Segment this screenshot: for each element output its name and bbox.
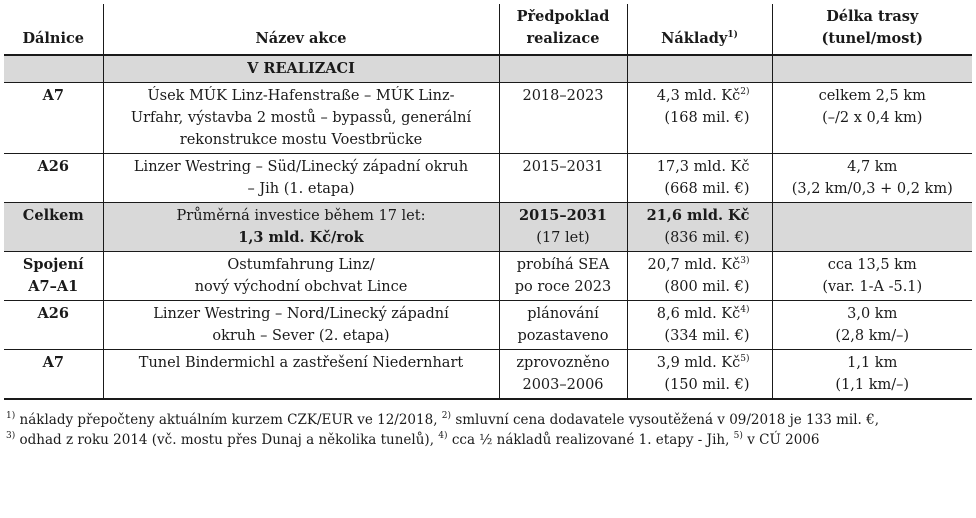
header-period: Předpoklad realizace — [499, 4, 627, 55]
header-cost: Náklady$^{1)}$ — [627, 4, 772, 55]
road-cell: A26 — [37, 305, 69, 322]
name-cell: Linzer Westring – Süd/Linecký západní okruh – Jih (1. etapa) — [103, 154, 499, 203]
period-cell: probíhá SEA po roce 2023 — [499, 252, 627, 301]
period-cell: zprovozněno 2003–2006 — [499, 350, 627, 400]
road-cell: Spojení A7–A1 — [22, 256, 84, 295]
table-row — [4, 252, 972, 301]
header-name: Název akce — [103, 4, 499, 55]
footnotes — [4, 410, 972, 450]
table-row — [4, 350, 972, 400]
section-row — [4, 55, 972, 83]
length-cell: cca 13,5 km (var. 1-A -5.1) — [772, 252, 972, 301]
total-row — [4, 203, 972, 252]
table-row — [4, 83, 972, 154]
period-cell: plánování pozastaveno — [499, 301, 627, 350]
length-cell: 4,7 km (3,2 km/0,3 + 0,2 km) — [772, 154, 972, 203]
period-cell: 2015–2031 — [499, 154, 627, 203]
section-label: V REALIZACI — [103, 55, 499, 83]
name-cell: Úsek MÚK Linz-Hafenstraße – MÚK Linz- Urfahr, výstavba 2 mostů – bypassů, generální rekonstrukce mostu Voestbrücke — [103, 83, 499, 154]
footnote-line: $^{1)}$ náklady přepočteny aktuálním kurzem CZK/EUR ve 12/2018, $^{2)}$ smluvní cena dodavatele vysoutěžená v 09/2018 je 133 mil. €, — [6, 411, 879, 428]
header-length: Délka trasy (tunel/most) — [772, 4, 972, 55]
length-cell: 3,0 km (2,8 km/–) — [772, 301, 972, 350]
footnote-line: $^{3)}$ odhad z roku 2014 (vč. mostu přes Dunaj a několika tunelů), $^{4)}$ cca ½ nákladů realizované 1. etapy - Jih, $^{5)}$ v CÚ 2006 — [6, 431, 820, 448]
table-row — [4, 301, 972, 350]
header-row — [4, 4, 972, 55]
road-cell: A26 — [37, 158, 69, 175]
total-label: Celkem — [22, 207, 84, 224]
cost-cell: 4,3 mld. $Kč^{2)}$ (168 mil. €) — [627, 83, 772, 154]
total-period-cell: 2015–2031 (17 let) — [499, 203, 627, 252]
total-cost-cell: 21,6 mld. Kč (836 mil. €) — [627, 203, 772, 252]
total-name-cell: Průměrná investice během 17 let: 1,3 mld. Kč/rok — [103, 203, 499, 252]
cost-cell: 8,6 mld. $Kč^{4)}$ (334 mil. €) — [627, 301, 772, 350]
road-cell: A7 — [42, 354, 64, 371]
length-cell: celkem 2,5 km (–/2 x 0,4 km) — [772, 83, 972, 154]
cost-cell: 17,3 mld. Kč (668 mil. €) — [627, 154, 772, 203]
highway-table — [4, 4, 972, 400]
length-cell: 1,1 km (1,1 km/–) — [772, 350, 972, 400]
table-row — [4, 154, 972, 203]
cost-cell: 20,7 mld. $Kč^{3)}$ (800 mil. €) — [627, 252, 772, 301]
name-cell: Tunel Bindermichl a zastřešení Niedernhart — [103, 350, 499, 400]
name-cell: Ostumfahrung Linz/ nový východní obchvat Lince — [103, 252, 499, 301]
header-road: Dálnice — [22, 30, 85, 47]
name-cell: Linzer Westring – Nord/Linecký západní okruh – Sever (2. etapa) — [103, 301, 499, 350]
cost-cell: 3,9 mld. $Kč^{5)}$ (150 mil. €) — [627, 350, 772, 400]
road-cell: A7 — [42, 87, 64, 104]
period-cell: 2018–2023 — [499, 83, 627, 154]
document — [4, 4, 972, 450]
